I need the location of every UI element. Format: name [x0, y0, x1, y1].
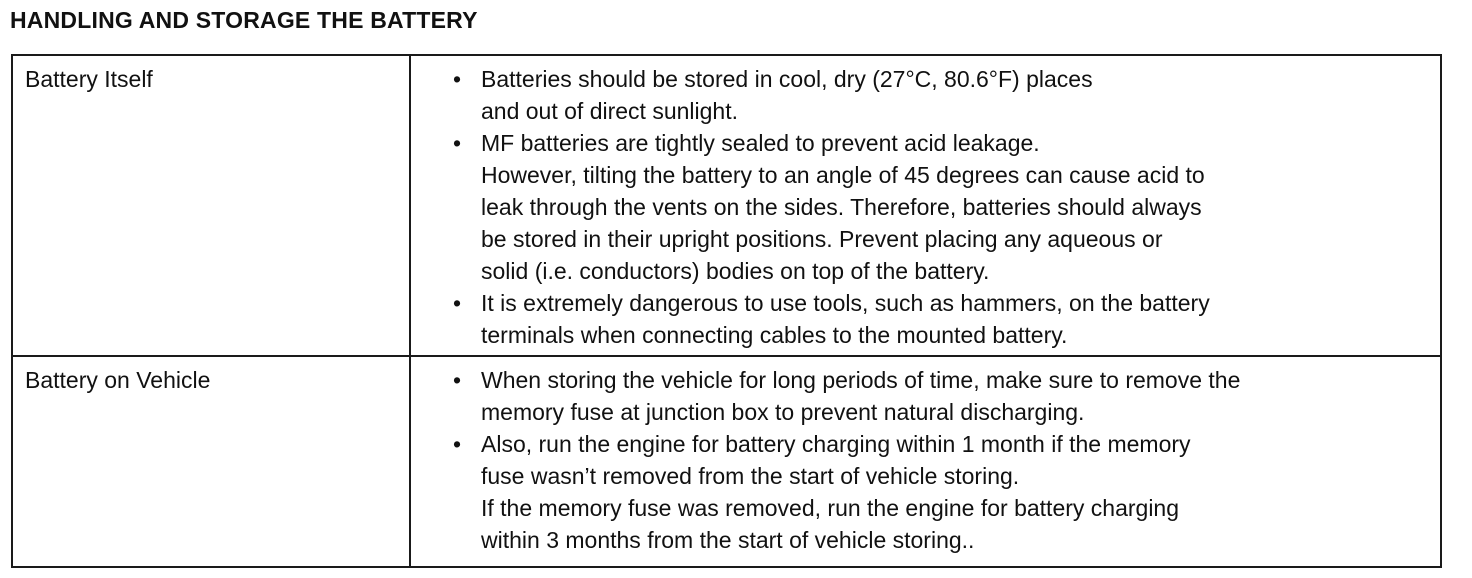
row-content-cell: [410, 55, 1441, 356]
row-content-cell: [410, 356, 1441, 567]
text-line: However, tilting the battery to an angle of 45 degrees can cause acid to: [481, 162, 1205, 188]
bullet-icon: •: [453, 431, 462, 457]
text-line: Also, run the engine for battery charging within 1 month if the memory: [481, 431, 1191, 457]
bullet-list: [453, 63, 1434, 351]
bullet-icon: •: [453, 367, 462, 393]
list-item: [453, 364, 1434, 428]
text-line: terminals when connecting cables to the mounted battery.: [481, 322, 1068, 348]
text-line: solid (i.e. conductors) bodies on top of the battery.: [481, 258, 990, 284]
text-line: Batteries should be stored in cool, dry (27°C, 80.6°F) places: [481, 66, 1093, 92]
list-item: [453, 127, 1434, 287]
text-line: be stored in their upright positions. Prevent placing any aqueous or: [481, 226, 1163, 252]
row-label: Battery on Vehicle: [25, 367, 211, 393]
text-line: MF batteries are tightly sealed to prevent acid leakage.: [481, 130, 1040, 156]
table-row: [12, 356, 1441, 567]
battery-storage-table: [11, 54, 1442, 568]
text-line: fuse wasn’t removed from the start of vehicle storing.: [481, 463, 1020, 489]
bullet-list: [453, 364, 1434, 556]
text-line: It is extremely dangerous to use tools, such as hammers, on the battery: [481, 290, 1210, 316]
bullet-icon: •: [453, 66, 462, 92]
text-line: leak through the vents on the sides. Therefore, batteries should always: [481, 194, 1202, 220]
text-line: When storing the vehicle for long periods of time, make sure to remove the: [481, 367, 1241, 393]
row-label: Battery Itself: [25, 66, 153, 92]
list-item: [453, 287, 1434, 351]
text-line: and out of direct sunlight.: [481, 98, 738, 124]
bullet-icon: •: [453, 290, 462, 316]
row-label-cell: [12, 356, 410, 567]
page-title: HANDLING AND STORAGE THE BATTERY: [10, 7, 478, 33]
bullet-icon: •: [453, 130, 462, 156]
text-line: within 3 months from the start of vehicle storing..: [481, 527, 975, 553]
row-label-cell: [12, 55, 410, 356]
list-item: [453, 63, 1434, 127]
text-line: memory fuse at junction box to prevent natural discharging.: [481, 399, 1085, 425]
text-line: If the memory fuse was removed, run the engine for battery charging: [481, 495, 1180, 521]
table-row: [12, 55, 1441, 356]
list-item: [453, 428, 1434, 556]
